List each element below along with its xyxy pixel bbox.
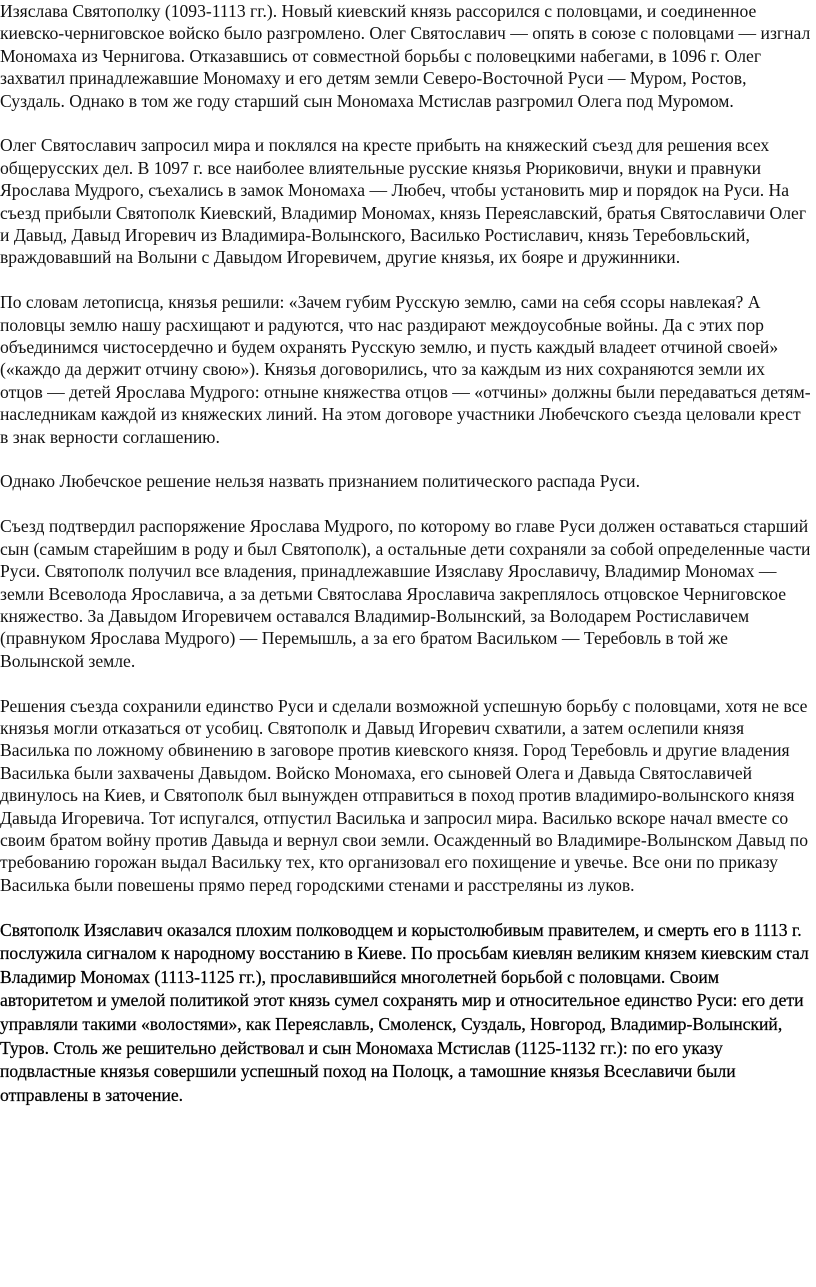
- paragraph-4: Однако Любечское решение нельзя назвать признанием политического распада Руси.: [0, 471, 640, 492]
- paragraph-6: Решения съезда сохранили единство Руси и сделали возможной успешную борьбу с половцами, хотя не все князья могли отказаться от усобиц. Святополк и Давыд Игоревич схватили, а затем ослепили князя Василька по ложному обвинению в заговоре против киевского князя. Город Теребовль и другие владения Василька были захвачены Давыдом. Войско Мономаха, его сыновей Олега и Давыда Святославичей двинулось на Киев, и Святополк был вынужден отправиться в поход против владимиро-волынского князя Давыда Игоревича. Тот испугался, отпустил Василька и запросил мира. Василько вскоре начал вместе со своим братом войну против Давыда и вернул свои земли. Осажденный во Владимире-Волынском Давыд по требованию горожан выдал Васильку тех, кто организовал его похищение и увечье. Все они по приказу Василька были повешены прямо перед городскими стенами и расстреляны из луков.: [0, 695, 808, 895]
- paragraph-2: Олег Святославич запросил мира и поклялся на кресте прибыть на княжеский съезд для решения всех общерусских дел. В 1097 г. все наиболее влиятельные русские князья Рюриковичи, внуки и правнуки Ярослава Мудрого, съехались в замок Мономаха — Любеч, чтобы установить мир и порядок на Руси. На съезд прибыли Святополк Киевский, Владимир Мономах, князь Переяславский, братья Святославичи Олег и Давыд, Давыд Игоревич из Владимира-Волынского, Василько Ростиславич, князь Теребовльский, враждовавший на Волыни с Давыдом Игоревичем, другие князья, их бояре и дружинники.: [0, 135, 807, 268]
- paragraph-3: По словам летописца, князья решили: «Зачем губим Русскую землю, сами на себя ссоры навлекая? А половцы землю нашу расхищают и радуются, что нас раздирают междоусобные войны. Да с этих пор объединимся чистосердечно и будем охранять Русскую землю, и пусть каждый владеет отчиной своей» («каждо да держит отчину свою»). Князья договорились, что за каждым из них сохраняются земли их отцов — детей Ярослава Мудрого: отныне княжества отцов — «отчины» должны были передаваться детям-наследникам каждой из княжеских линий. На этом договоре участники Любечского съезда целовали крест в знак верности соглашению.: [0, 292, 811, 447]
- paragraph-1: Изяслава Святополку (1093-1113 гг.). Новый киевский князь рассорился с половцами, и соединенное киевско-черниговское войско было разгромлено. Олег Святославич — опять в союзе с половцами — изгнал Мономаха из Чернигова. Отказавшись от совместной борьбы с половецкими набегами, в 1096 г. Олег захватил принадлежавшие Мономаху и его детям земли Северо-Восточной Руси — Муром, Ростов, Суздаль. Однако в том же году старший сын Мономаха Мстислав разгромил Олега под Муромом.: [0, 1, 811, 111]
- paragraph-5: Съезд подтвердил распоряжение Ярослава Мудрого, по которому во главе Руси должен оставаться старший сын (самым старейшим в роду и был Святополк), а остальные дети сохраняли за собой определенные части Руси. Святополк получил все владения, принадлежавшие Изяславу Ярославичу, Владимир Мономах — земли Всеволода Ярославича, а за детьми Святослава Ярославича закреплялось отцовское Черниговское княжество. За Давыдом Игоревичем оставался Владимир-Волынский, за Володарем Ростиславичем (правнуком Ярослава Мудрого) — Перемышль, а за его братом Васильком — Теребовль в той же Волынской земле.: [0, 516, 811, 671]
- paragraph-7: Святополк Изяславич оказался плохим полководцем и корыстолюбивым правителем, и смерть его в 1113 г. послужила сигналом к народному восстанию в Киеве. По просьбам киевлян великим князем киевским стал Владимир Мономах (1113-1125 гг.), прославившийся многолетней борьбой с половцами. Своим авторитетом и умелой политикой этот князь сумел сохранять мир и относительное единство Руси: его дети управляли такими «волостями», как Переяславль, Смоленск, Суздаль, Новгород, Владимир-Волынский, Туров. Столь же решительно действовал и сын Мономаха Мстислав (1125-1132 гг.): по его указу подвластные князья совершили успешный поход на Полоцк, а тамошние князья Всеславичи были отправлены в заточение.: [0, 919, 809, 1105]
